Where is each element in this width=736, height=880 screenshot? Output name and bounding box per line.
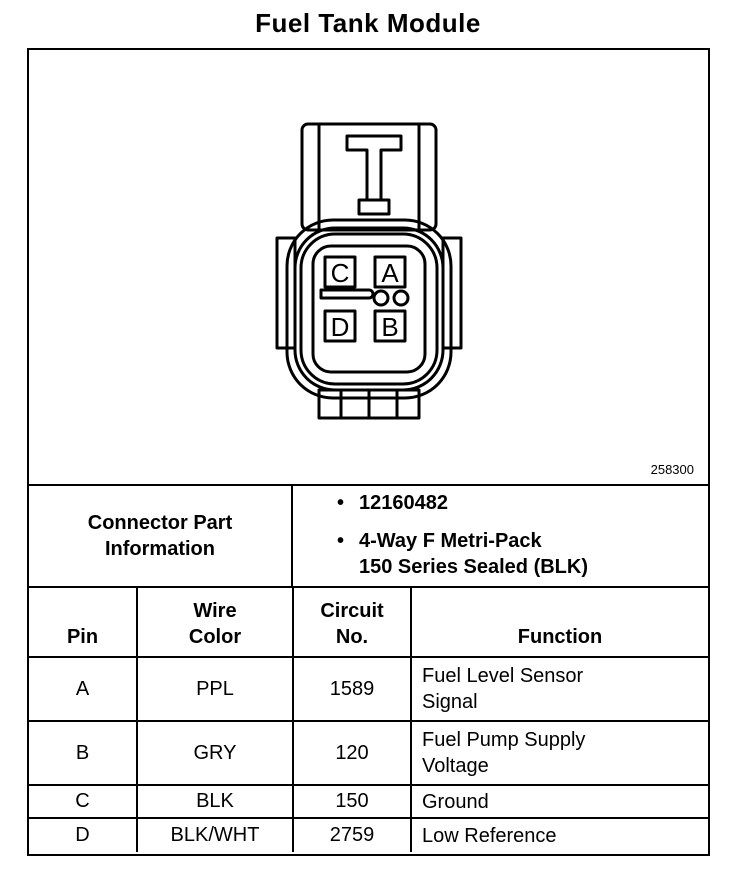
description-item xyxy=(337,530,542,553)
keying-bar xyxy=(321,290,373,298)
description-line: 150 Series Sealed (BLK) xyxy=(359,556,588,578)
cell-wire-color: BLK xyxy=(137,785,293,818)
cell-pin: A xyxy=(29,657,137,721)
cell-function: Ground xyxy=(411,785,708,818)
cell-pin: B xyxy=(29,721,137,785)
pin-c-label: C xyxy=(330,258,350,288)
cell-wire-color: GRY xyxy=(137,721,293,785)
connector-info-details xyxy=(293,486,708,586)
latch-t-shape xyxy=(347,136,401,200)
vent-hole xyxy=(394,291,408,305)
pin-table xyxy=(29,586,708,852)
connector-info-label xyxy=(29,486,293,586)
cell-circuit: 1589 xyxy=(293,657,411,721)
cell-circuit: 150 xyxy=(293,785,411,818)
part-number: 12160482 xyxy=(359,492,448,514)
header-wire-color: Wire Color xyxy=(137,587,293,657)
header-pin: Pin xyxy=(29,587,137,657)
cell-function: Fuel Level Sensor Signal xyxy=(411,657,708,721)
cell-wire-color: PPL xyxy=(137,657,293,721)
bullet-dot: • xyxy=(337,492,345,514)
connector-figure xyxy=(29,50,708,483)
cell-wire-color: BLK/WHT xyxy=(137,818,293,852)
connector-drawing xyxy=(29,50,708,483)
header-circuit-no: Circuit No. xyxy=(293,587,411,657)
cell-function: Fuel Pump Supply Voltage xyxy=(411,721,708,785)
label-line: Information xyxy=(105,538,215,560)
module-frame xyxy=(27,48,710,856)
pin-a-label: A xyxy=(381,258,399,288)
page-title: Fuel Tank Module xyxy=(255,8,481,38)
connector-info-row xyxy=(29,484,708,586)
part-number-item xyxy=(337,492,448,515)
cell-function: Low Reference xyxy=(411,818,708,852)
vent-hole xyxy=(374,291,388,305)
cell-pin: C xyxy=(29,785,137,818)
description-line: 4-Way F Metri-Pack xyxy=(359,530,542,552)
cell-circuit: 2759 xyxy=(293,818,411,852)
pin-d-label: D xyxy=(330,312,350,342)
table-row xyxy=(29,657,708,721)
label-line: Connector Part xyxy=(87,512,233,534)
cell-pin: D xyxy=(29,818,137,852)
figure-id: 258300 xyxy=(650,462,694,477)
bullet-dot: • xyxy=(337,530,345,552)
table-row xyxy=(29,818,708,852)
table-header-row xyxy=(29,587,708,657)
table-row xyxy=(29,721,708,785)
table-row xyxy=(29,785,708,818)
header-function: Function xyxy=(411,587,708,657)
cell-circuit: 120 xyxy=(293,721,411,785)
pin-b-label: B xyxy=(381,312,399,342)
